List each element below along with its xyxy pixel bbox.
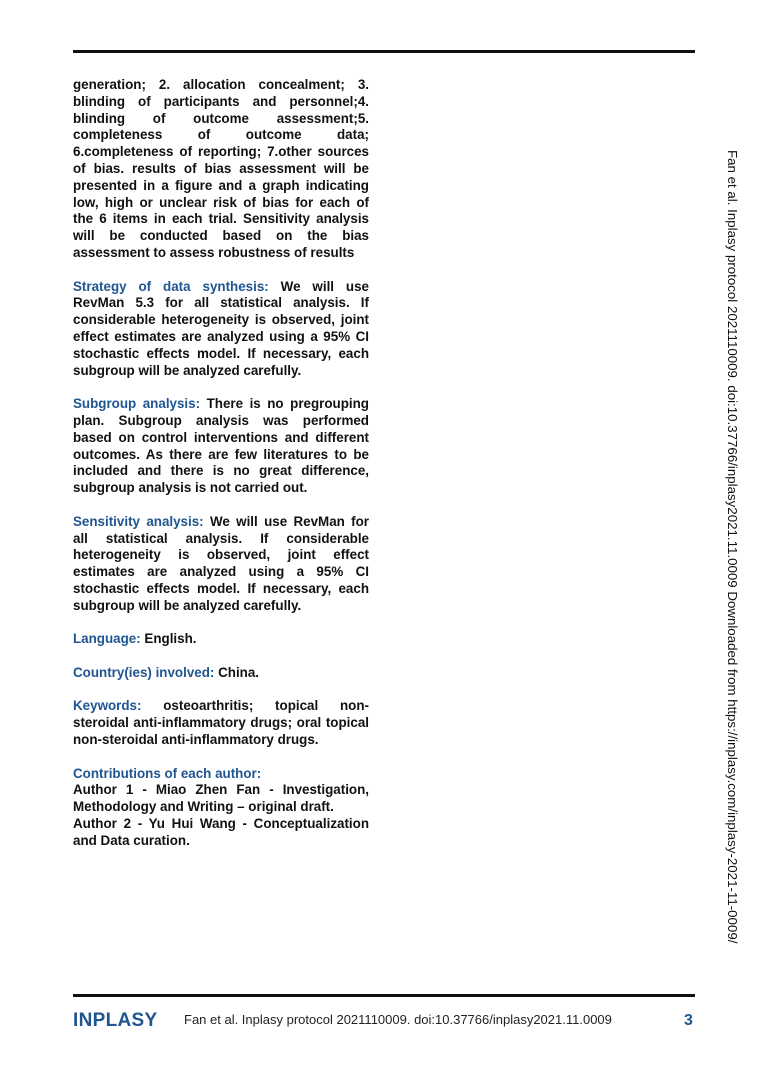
author-2-contribution: Author 2 - Yu Hui Wang - Conceptualization and Data curation.: [73, 816, 369, 848]
page-number: 3: [684, 1012, 693, 1029]
vertical-download-notice: Fan et al. Inplasy protocol 2021110009. doi:10.37766/inplasy2021.11.0009 Downloaded from https://inplasy.com/inplasy-2021-11-0009/: [725, 150, 740, 944]
keywords-paragraph: [73, 698, 369, 748]
language-label: Language:: [73, 631, 141, 647]
sensitivity-text: We will use RevMan for all statistical analysis. If considerable heterogeneity is observed, joint effect estimates are analyzed using a 95% CI stochastic effects model. If necessary, each subgroup will be analyzed carefully.: [73, 513, 370, 613]
keywords-label: Keywords:: [73, 698, 142, 714]
bias-text: generation; 2. allocation concealment; 3. blinding of participants and personnel;4. blinding of outcome assessment;5. completeness of outcome data; 6.completeness of reporting; 7.other sources of bias. results of bias assessment will be presented in a figure and a graph indicating low, high or unclear risk of bias for each of the 6 items in each trial. Sensitivity analysis will be conducted based on the bias assessment to assess robustness of results: [73, 77, 369, 260]
strategy-label: Strategy of data synthesis:: [73, 278, 269, 294]
subgroup-paragraph: [73, 396, 369, 497]
keywords-text: osteoarthritis; topical non-steroidal anti-inflammatory drugs; oral topical non-steroidal anti-inflammatory drugs.: [73, 698, 369, 748]
language-text: English.: [140, 631, 197, 647]
header-rule: [73, 50, 695, 53]
inplasy-logo: INPLASY: [73, 1010, 158, 1031]
strategy-paragraph: [73, 279, 369, 380]
subgroup-label: Subgroup analysis:: [73, 396, 201, 412]
author-1-contribution: Author 1 - Miao Zhen Fan - Investigation, Methodology and Writing – original draft.: [73, 782, 369, 815]
bias-paragraph: [73, 77, 369, 262]
sensitivity-paragraph: [73, 514, 369, 615]
subgroup-text: There is no pregrouping plan. Subgroup analysis was performed based on control interventions and different outcomes. As there are few literatures to be included and there is no great difference, subgroup analysis is not carried out.: [73, 396, 369, 496]
body-column: [73, 77, 369, 866]
strategy-text: We will use RevMan 5.3 for all statistical analysis. If considerable heterogeneity is observed, joint effect estimates are analyzed using a 95% CI stochastic effects model. If necessary, each subgroup will be analyzed carefully.: [73, 278, 369, 378]
language-paragraph: [73, 631, 369, 648]
country-label: Country(ies) involved:: [73, 664, 215, 680]
contributions-paragraph: [73, 766, 369, 850]
country-paragraph: [73, 665, 369, 682]
country-text: China.: [214, 664, 260, 680]
footer-rule: [73, 994, 695, 997]
footer-citation: Fan et al. Inplasy protocol 2021110009. doi:10.37766/inplasy2021.11.0009: [184, 1012, 612, 1027]
contributions-label: Contributions of each author:: [73, 765, 262, 781]
sensitivity-label: Sensitivity analysis:: [73, 513, 204, 529]
